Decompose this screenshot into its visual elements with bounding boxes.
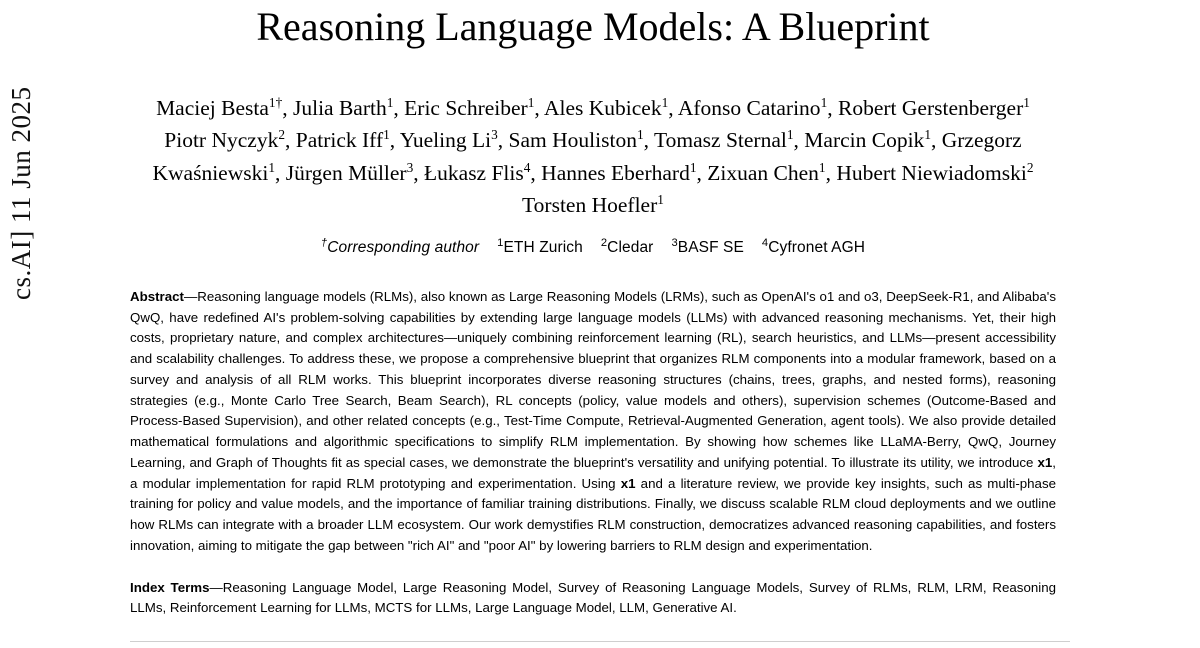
index-terms-section — [130, 578, 1056, 619]
affiliation-item — [761, 236, 866, 257]
author-affiliation-marker: 1 — [1023, 94, 1030, 110]
abstract-text-1: —Reasoning language models (RLMs), also known as Large Reasoning Models (LRMs), such as OpenAI's o1 and o3, DeepSeek-R1, and Alibaba's QwQ, have redefined AI's problem-solving capabilities by extending large language models (LLMs) with advanced reasoning mechanisms. Yet, their high costs, proprietary nature, and complex architectures—uniquely combining reinforcement learning (RL), search heuristics, and LLMs—present accessibility and scalability challenges. To address these, we propose a comprehensive blueprint that organizes RLM components into a modular framework, based on a survey and analysis of all RLM works. This blueprint incorporates diverse reasoning structures (chains, trees, graphs, and nested forms), reasoning strategies (e.g., Monte Carlo Tree Search, Beam Search), RL concepts (policy, value models and others), supervision schemes (Outcome-Based and Process-Based Supervision), and other related concepts (e.g., Test-Time Compute, Retrieval-Augmented Generation, agent tools). We also provide detailed mathematical formulations and algorithmic specifications to simplify RLM implementation. By showing how schemes like LLaMA-Berry, QwQ, Journey Learning, and Graph of Thoughts fit as special cases, we demonstrate the blueprint's versatility and unifying potential. To illustrate its utility, we introduce — [130, 289, 1056, 470]
author-name: Afonso Catarino — [677, 96, 821, 120]
paper-content — [108, 0, 1078, 632]
author-name: Piotr Nyczyk — [164, 128, 279, 153]
affiliation-item — [671, 236, 744, 257]
affiliation-item — [320, 236, 480, 257]
arxiv-identifier-stamp: cs.AI] 11 Jun 2025 — [6, 86, 36, 300]
affiliation-marker: 3 — [671, 236, 678, 249]
author-name: Kwaśniewski — [152, 160, 269, 185]
author-name: Eric Schreiber — [404, 96, 528, 120]
author-affiliation-marker: 3 — [406, 159, 414, 175]
author-name: Jürgen Müller — [285, 160, 407, 185]
author-affiliation-marker: 4 — [523, 159, 531, 175]
author-affiliation-marker: 1 — [636, 127, 644, 143]
author-name: Łukasz Flis — [424, 160, 524, 185]
affiliation-label: ETH Zurich — [503, 239, 583, 256]
author-affiliation-marker: 1 — [818, 159, 826, 175]
page-divider — [130, 641, 1070, 642]
author-name: Sam Houliston — [508, 128, 637, 153]
author-affiliation-marker: 2 — [1026, 159, 1034, 175]
index-terms-paragraph — [130, 578, 1056, 619]
author-name: Hubert Niewiadomski — [836, 160, 1027, 185]
affiliation-marker: 1 — [497, 236, 504, 249]
abstract-text-2: , a modular implementation for rapid RLM prototyping and experimentation. Using — [130, 454, 1056, 491]
author-affiliation-marker: 1 — [383, 127, 390, 143]
author-affiliation-marker: 1† — [268, 94, 283, 110]
author-name: Marcin Copik — [804, 128, 925, 153]
author-affiliation-marker: 1 — [661, 94, 669, 110]
author-affiliation-marker: 1 — [786, 127, 794, 143]
author-name: Ales Kubicek — [543, 96, 662, 120]
affiliation-item — [497, 236, 583, 257]
author-affiliation-marker: 1 — [657, 191, 664, 207]
affiliation-marker: 4 — [761, 236, 769, 249]
author-affiliation-marker: 1 — [689, 159, 697, 175]
author-name: Robert Gerstenberger — [837, 96, 1024, 120]
affiliation-marker: † — [320, 236, 328, 249]
abstract-text-3: and a literature review, we provide key insights, such as multi-phase training for policy and value models, and the importance of familiar training distributions. Finally, we discuss scalable RLM cloud deployments and we outline how RLMs can integrate with a broader LLM ecosystem. Our work demystifies RLM construction, democratizes advanced reasoning capabilities, and fosters innovation, aiming to mitigate the gap between "rich AI" and "poor AI" by lowering barriers to RLM design and experimentation. — [130, 475, 1056, 553]
affiliation-label: Cledar — [607, 239, 654, 256]
author-line: Piotr Nyczyk$^2$, Patrick Iff$^1$, Yueling Li$^3$, Sam Houliston$^1$, Tomasz Sternal$^1$, Marcin Copik$^1$, Grzegorz — [164, 127, 1022, 153]
index-terms-label: Index Terms — [130, 579, 210, 595]
author-list — [108, 92, 1078, 221]
abstract-section — [130, 287, 1056, 557]
abstract-bold-x1-first: x1 — [1037, 454, 1053, 470]
author-line: Maciej Besta$^{1\dagger}$, Julia Barth$^1$, Eric Schreiber$^1$, Ales Kubicek$^1$, Afonso Catarino$^1$, Robert Gerstenberger$^1$ — [156, 94, 1030, 120]
author-name: Yueling Li — [399, 128, 492, 153]
author-affiliation-marker: 3 — [491, 127, 498, 143]
author-name: Torsten Hoefler — [522, 192, 658, 217]
author-affiliation-marker: 1 — [820, 94, 828, 110]
abstract-label: Abstract — [130, 289, 184, 304]
affiliation-list — [108, 236, 1078, 257]
author-affiliation-marker: 1 — [527, 94, 535, 110]
author-affiliation-marker: 1 — [268, 159, 276, 175]
abstract-bold-x1-second: x1 — [620, 475, 636, 491]
author-name: Zixuan Chen — [707, 160, 819, 185]
abstract-paragraph — [130, 287, 1056, 557]
author-affiliation-marker: 2 — [278, 127, 285, 143]
author-name: Patrick Iff — [295, 128, 384, 153]
affiliation-item — [600, 236, 654, 257]
index-terms-text: —Reasoning Language Model, Large Reasoning Model, Survey of Reasoning Language Models, Survey of RLMs, RLM, LRM, Reasoning LLMs, Reinforcement Learning for LLMs, MCTS for LLMs, Large Language Model, LLM, Generative AI. — [130, 579, 1056, 616]
affiliation-label: Cyfronet AGH — [768, 239, 866, 256]
page-title: Reasoning Language Models: A Blueprint — [256, 4, 930, 49]
author-affiliation-marker: 1 — [924, 127, 931, 143]
author-name: Hannes Eberhard — [541, 160, 690, 185]
affiliation-label: BASF SE — [677, 239, 744, 256]
affiliation-label: Corresponding author — [327, 239, 480, 256]
author-name: Julia Barth — [292, 96, 387, 120]
author-line: Kwaśniewski$^1$, Jürgen Müller$^3$, Łukasz Flis$^4$, Hannes Eberhard$^1$, Zixuan Chen$^1$, Hubert Niewiadomski$^2$ — [152, 159, 1034, 185]
affiliation-marker: 2 — [600, 236, 608, 249]
author-name: Maciej Besta — [156, 96, 269, 120]
author-name: Grzegorz — [941, 128, 1022, 153]
author-affiliation-marker: 1 — [386, 94, 394, 110]
author-line — [116, 189, 1070, 221]
author-name: Tomasz Sternal — [654, 128, 787, 153]
